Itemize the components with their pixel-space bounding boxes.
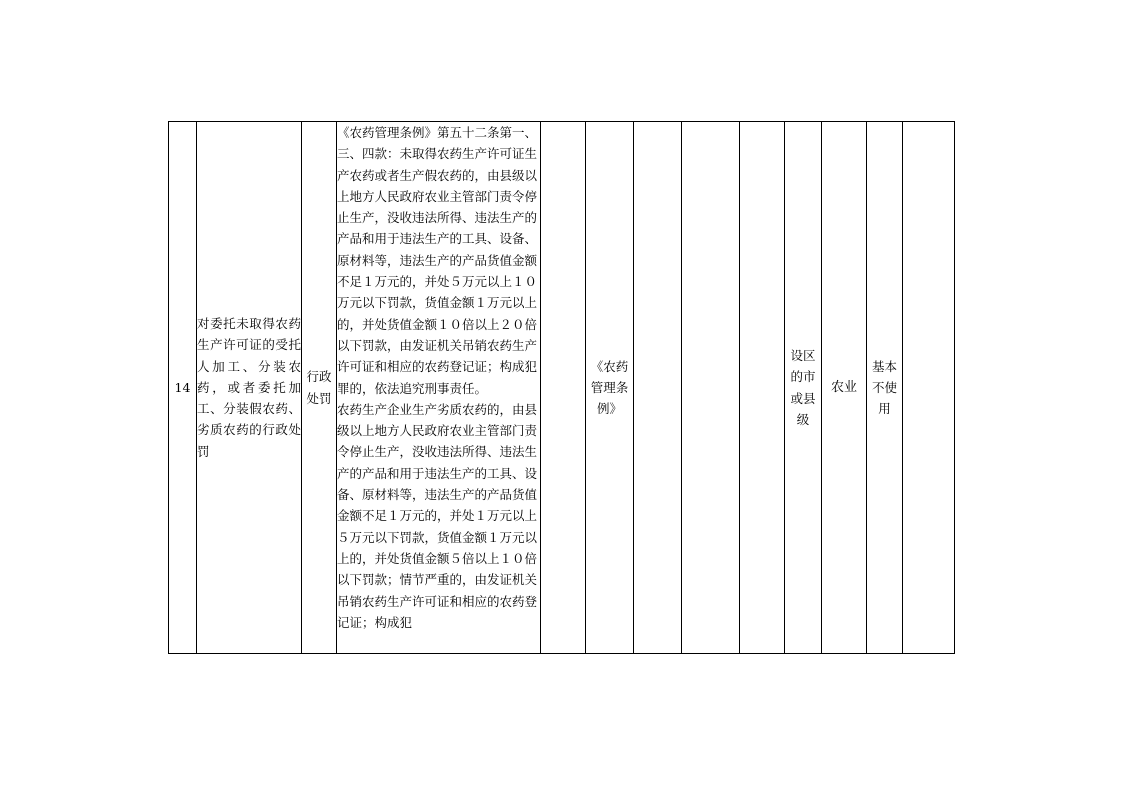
empty-cell-13: [903, 122, 955, 654]
legal-basis-cell: [337, 122, 541, 654]
note-cell: [867, 122, 903, 654]
department: 农业: [830, 380, 857, 396]
item-number: 14: [169, 122, 197, 654]
legal-basis-paragraph-1: 《农药管理条例》第五十二条第一、三、四款：未取得农药生产许可证生产农药或者生产假农药的，由县级以上地方人民政府农业主管部门责令停止生产，没收违法所得、违法生产的产品和用于违法生产的工具、设备、原材料等，违法生产的产品货值金额不足１万元的，并处５万元以上１０万元以下罚款，货值金额１万元以上的，并处货值金额１０倍以上２０倍以下罚款，由发证机关吊销农药生产许可证和相应的农药登记证；构成犯罪的，依法追究刑事责任。: [337, 125, 538, 396]
empty-cell-5: [541, 122, 586, 654]
department-cell: [822, 122, 867, 654]
law-name-cell: [586, 122, 634, 654]
item-name: 对委托未取得农药生产许可证的受托人加工、分装农药，或者委托加工、分装假农药、劣质农药的行政处罚: [197, 315, 301, 459]
admin-level: 设区的市或县级: [790, 347, 816, 427]
category-cell: [302, 122, 337, 654]
empty-cell-9: [740, 122, 785, 654]
permission-table: [168, 121, 955, 654]
law-name: 《农药管理条例》: [590, 358, 629, 417]
empty-cell-7: [634, 122, 682, 654]
item-name-cell: [197, 122, 302, 654]
table-row: [169, 122, 955, 654]
level-cell: [785, 122, 822, 654]
usage-note: 基本不使用: [871, 358, 897, 417]
empty-cell-8: [682, 122, 740, 654]
legal-basis-paragraph-2: 农药生产企业生产劣质农药的，由县级以上地方人民政府农业主管部门责令停止生产，没收违法所得、违法生产的产品和用于违法生产的工具、设备、原材料等，违法生产的产品货值金额不足１万元的，并处１万元以上５万元以下罚款，货值金额１万元以上的，并处货值金额５倍以上１０倍以下罚款；情节严重的，由发证机关吊销农药生产许可证和相应的农药登记证；构成犯: [337, 401, 538, 630]
item-category: 行政处罚: [306, 369, 332, 406]
